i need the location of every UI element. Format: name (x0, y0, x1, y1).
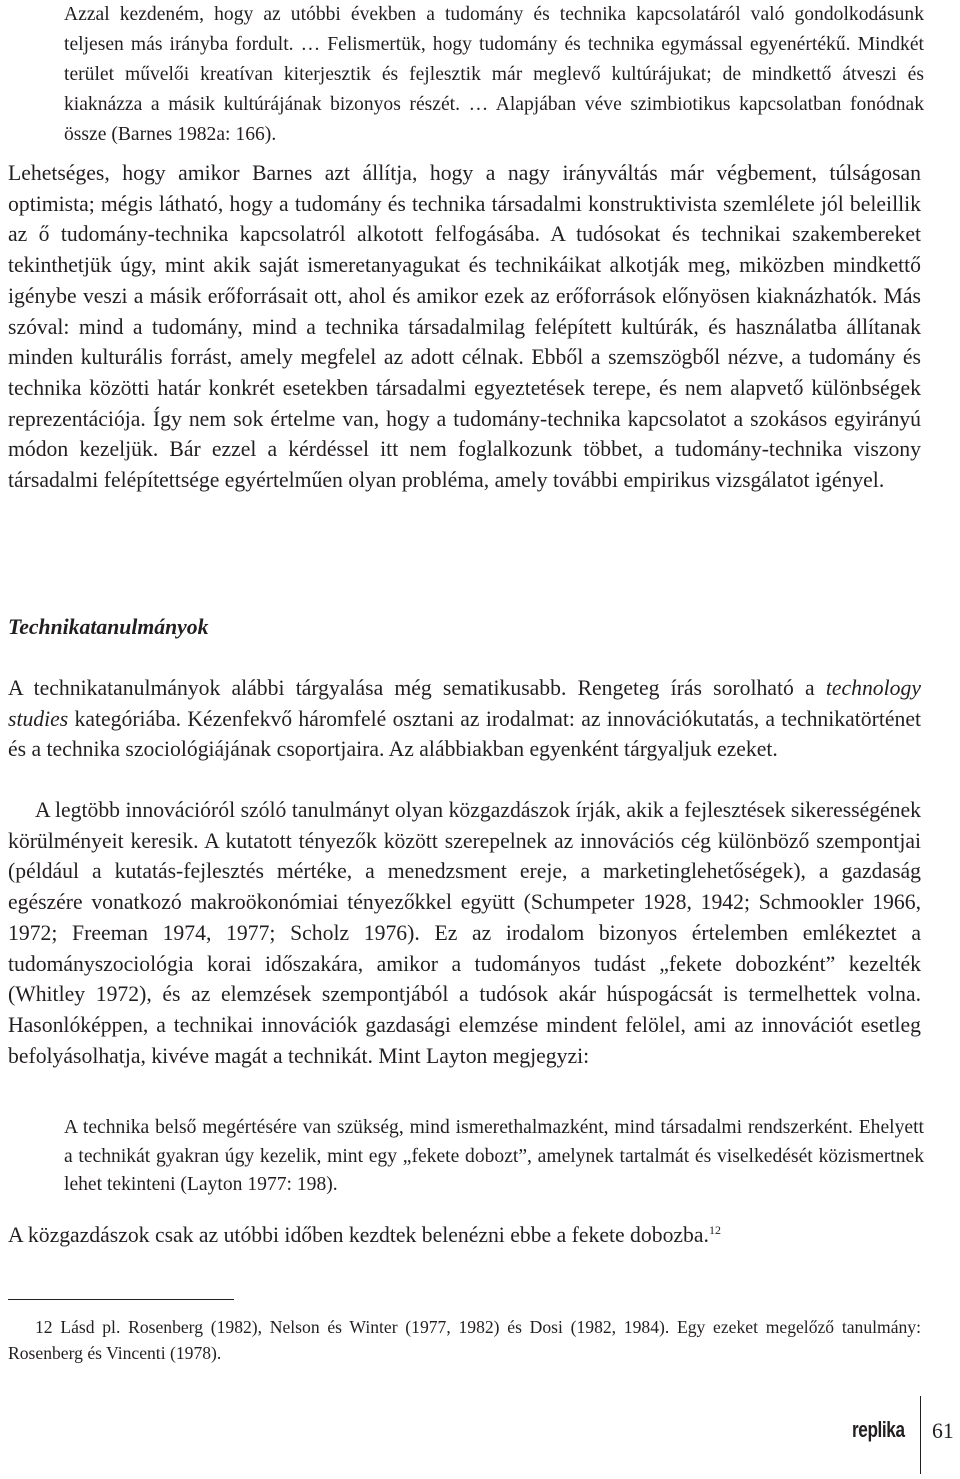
closing-sentence (8, 1220, 921, 1250)
journal-logo: replika (852, 1417, 905, 1442)
footnote-text: Lásd pl. Rosenberg (1982), Nelson és Winter (1977, 1982) és Dosi (1982, 1984). Egy ezeket megelőző tanulmány: Rosenberg és Vincenti (1978). (8, 1317, 921, 1363)
body-paragraph-technology-studies (8, 673, 921, 765)
block-quote-barnes: Azzal kezdeném, hogy az utóbbi években a tudomány és technika kapcsolatáról való gondolkodásunk teljesen más irányba fordult. … Felismertük, hogy tudomány és technika egymással egyenértékű. Mindkét terület művelői kreatívan kiterjesztik és fejlesztik már meglevő kultúrájukat; de mindkettő átveszi és kiaknázza a másik kultúrájának bizonyos részét. … Alapjában véve szimbiotikus kapcsolatban fonódnak össze (Barnes 1982a: 166). (64, 4, 924, 146)
footer-divider (920, 1396, 921, 1474)
footnote-reference[interactable]: 12 (708, 1222, 721, 1237)
footnote (8, 1314, 921, 1366)
footnote-divider (8, 1299, 234, 1300)
para-a-text-before: A technikatanulmányok alábbi tárgyalása még sematikusabb. Rengeteg írás sorolható a (8, 676, 826, 700)
para-a-italic-term: technology studies (8, 676, 921, 731)
block-quote-layton: A technika belső megértésére van szükség, mind ismerethalmazként, mind társadalmi rendszerként. Ehelyett a technikát gyakran úgy kezelik, mint egy „fekete dobozt”, amelynek tartalmát és viselkedését közismertnek lehet tekinteni (Layton 1977: 198). (64, 1117, 924, 1195)
section-heading: Technikatanulmányok (8, 615, 209, 639)
footnote-number: 12 (35, 1317, 53, 1337)
para-a-text-after: kategóriába. Kézenfekvő háromfelé osztani az irodalmat: az innovációkutatás, a technikatörténet és a technika szociológiájának csoportjaira. Az alábbiakban egyenként tárgyaljuk ezeket. (8, 706, 921, 762)
closing-text: A közgazdászok csak az utóbbi időben kezdtek belenézni ebbe a fekete dobozba. (8, 1223, 709, 1247)
page-number: 61 (932, 1419, 954, 1443)
body-paragraph-innovation-studies: A legtöbb innovációról szóló tanulmányt olyan közgazdászok írják, akik a fejlesztések sikerességének körülményeit keresik. A kutatott tényezők között szerepelnek az innovációs cég különböző szempontjai (például a kutatás-fejlesztés mértéke, a menedzsment ereje, a marketinglehetőségek), a gazdaság egészére vonatkozó makroökonómiai tényezőkkel együtt (Schumpeter 1928, 1942; Schmookler 1966, 1972; Freeman 1974, 1977; Scholz 1976). Ez az irodalom bizonyos értelemben emlékeztet a tudományszociológia korai időszakára, amikor a tudományos tudást „fekete dobozként” kezelték (Whitley 1972), és az elemzések szempontjából a tudósok akár húspogácsát is termelhettek volna. Hasonlóképpen, a technikai innovációk gazdasági elemzése mindent felölel, ami az innovációt esetleg befolyásolhatja, kivéve magát a technikát. Mint Layton megjegyzi: (8, 798, 921, 1068)
body-paragraph-barnes-discussion: Lehetséges, hogy amikor Barnes azt állítja, hogy a nagy irányváltás már végbement, túlságosan optimista; mégis látható, hogy a tudomány és technika társadalmi konstruktivista szemlélete jól beleillik az ő tudomány-technika kapcsolatról alkotott felfogásába. A tudósokat és technikai szakembereket tekinthetjük úgy, mint akik saját ismeretanyagukat és technikáikat alkotják meg, miközben mindkettő igénybe veszi a másik erőforrásait ott, ahol és amikor ezek az erőforrások előnyösen kiaknázhatók. Más szóval: mind a tudomány, mind a technika társadalmilag felépített kultúrák, és használatba állítanak minden kulturális forrást, amely megfelel az adott célnak. Ebből a szemszögből nézve, a tudomány és technika közötti határ konkrét esetekben társadalmi egyeztetések terepe, és nem alapvető különbségek reprezentációja. Így nem sok értelme van, hogy a tudomány-technika kapcsolatot a szokásos egyirányú módon kezeljük. Bár ezzel a kérdéssel itt nem foglalkozunk többet, a tudomány-technika viszony társadalmi felépítettsége egyértelműen olyan probléma, amely további empirikus vizsgálatot igényel. (8, 161, 921, 493)
